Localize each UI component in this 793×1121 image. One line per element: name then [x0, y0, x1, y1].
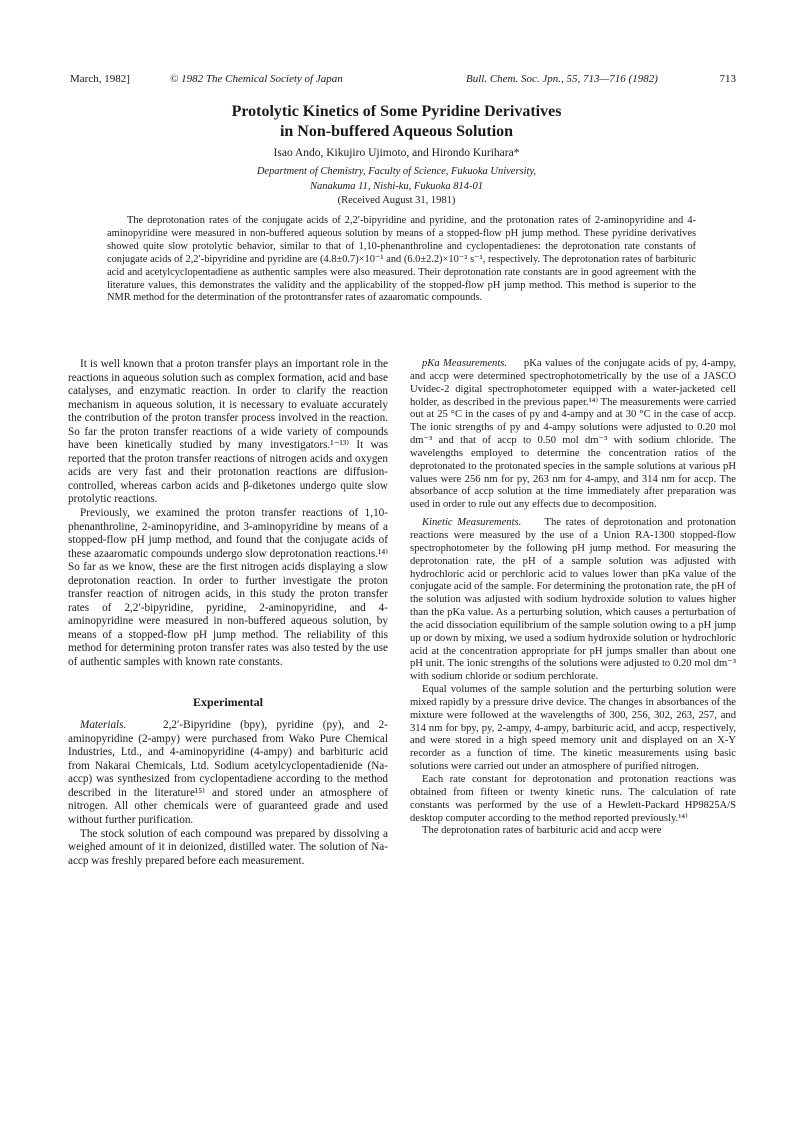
abstract: The deprotonation rates of the conjugate acids of 2,2′-bipyridine and pyridine, and the protonation rates of 2-aminopyridine and 4-aminopyridine were measured in non-buffered aqueous solution by means of a stopped-flow pH jump method. These pyridine derivatives showed quite slow protolytic behavior, similar to that of 1,10-phenanthroline and cyclopentadienes: the deprotonation rate constants of conjugate acids of 2,2′-bipyridine and pyridine are (4.8±0.7)×10⁻¹ and (6.0±2.2)×10⁻² s⁻¹, respectively. The deprotonation rates of barbituric acid and acetylcyclopentadiene as authentic samples were also measured. Their deprotonation rate constants are in good agreement with the literature values, this demonstrates the validity and the applicability of the stopped-flow pH jump method. This method is superior to the NMR method for the determination of the protontransfer rates of azaaromatic compounds. [107, 215, 696, 304]
left-column [68, 358, 388, 868]
article-title [0, 102, 793, 142]
kinetic-label: Kinetic Measurements. [422, 517, 522, 529]
stock-paragraph: The stock solution of each compound was prepared by dissolving a weighed amount of it in deionized, distilled water. The solution of Na-accp was freshly prepared before each measurement. [68, 827, 388, 867]
title-line-1: Protolytic Kinetics of Some Pyridine Derivatives [231, 103, 562, 120]
pka-label: pKa Measurements. [422, 358, 508, 369]
section-heading-experimental: Experimental [193, 694, 263, 709]
kinetic-paragraph [410, 517, 736, 684]
rate-constant-paragraph: Each rate constant for deprotonation and protonation reactions was obtained from fifteen or twenty kinetic runs. The calculation of rate constants was performed by the use of a Hewlett-Packard HP9825A/S desktop computer according to the method reported previously.¹⁴⁾ [410, 774, 736, 824]
right-column [410, 358, 736, 838]
running-header [70, 73, 736, 87]
pka-text: pKa values of the conjugate acids of py, 4-ampy, and accp were determined spectrophotometrically by the use of a JASCO Uvidec-2 digital spectrophotometer equipped with a water-jacketed cell holder, as described in the previous paper.¹⁴⁾ The measurements were carried out at 25 °C in the cases of py and 4-ampy and at 30 °C in the case of accp. The ionic strengths of py and 4-ampy solutions were adjusted to 0.20 mol dm⁻³ and that of accp to 0.50 mol dm⁻³ with sodium chloride. The wavelengths employed to determine the concentration ratios of the deprotonated to the protonated species in the sample solutions at various pH values were 256 nm for py, 263 nm for 4-ampy, and 314 nm for accp. The absorbance of accp solution at the time immediately after preparation was used in order to rule out any effects due to decomposition. [410, 358, 736, 511]
journal-citation: Bull. Chem. Soc. Jpn., 55, 713—716 (1982) [466, 73, 658, 85]
deprotonation-paragraph: The deprotonation rates of barbituric acid and accp were [422, 825, 662, 837]
affiliation [0, 165, 793, 194]
mixing-paragraph: Equal volumes of the sample solution and the perturbing solution were mixed rapidly by a pressure drive device. The changes in absorbances of the mixture were followed at the wavelengths of 300, 256, 302, 263, 257, and 314 nm for bpy, py, 2-ampy, 4-ampy, barbituric acid, and accp, respectively, and were stored in a high speed memory unit and displayed on an X-Y recorder as a function of time. The kinetic measurements using basic solutions were carried out under an atmosphere of purified nitrogen. [410, 684, 736, 773]
materials-text: 2,2′-Bipyridine (bpy), pyridine (py), and 2-aminopyridine (2-ampy) were purchased from Wako Pure Chemical Industries, Ltd., and 4-aminopyridine (4-ampy) and barbituric acid from Nakarai Chemicals, Ltd. Sodium acetylcyclopentadienide (Na-accp) was synthesized from cyclopentadiene according to the method described in the literature¹⁵⁾ and stored under an atmosphere of nitrogen. All other chemicals were of guaranteed grade and used without further purification. [68, 719, 389, 826]
authors: Isao Ando, Kikujiro Ujimoto, and Hirondo Kurihara* [273, 147, 520, 159]
received-date: (Received August 31, 1981) [337, 195, 456, 206]
materials-label: Materials. [80, 719, 127, 732]
affiliation-line-2: Nanakuma 11, Nishi-ku, Fukuoka 814-01 [309, 180, 484, 192]
pka-paragraph [410, 358, 736, 512]
affiliation-line-1: Department of Chemistry, Faculty of Science, Fukuoka University, [256, 166, 537, 177]
intro-paragraph-1: It is well known that a proton transfer plays an important role in the reactions in aqueous solution such as complex formation, acid and base catalyses, and enzymatic reaction. In order to clarify the reaction mechanism in aqueous solution, it is necessary to evaluate accurately the contribution of the proton transfer process involved in the reaction. So far the proton transfer reactions of a wide variety of compounds have been kinetically studied by many investigators.¹⁻¹³⁾ It was reported that the proton transfer reactions of nitrogen acids and oxygen acids are very fast and their protonation reactions are diffusion-controlled, whereas carbon acids and β-diketones undergo quite slow protolytic reactions. [68, 358, 388, 506]
materials-paragraph [68, 719, 388, 827]
title-line-2: in Non-buffered Aqueous Solution [279, 123, 514, 140]
kinetic-text: The rates of deprotonation and protonation reactions were measured by the use of a Union RA-1300 stopped-flow spectrophotometer by the following pH jump method. For measuring the deprotonation rate, the pH of a sample solution was adjusted with hydrochloric acid or perchloric acid to values lower than pKa value of the conjugate acid of the sample. For determining the protonation rate, the pH of the solution was adjusted with sodium hydroxide solution to values higher than the pKa value. As a perturbing solution, which causes a perturbation of the acid dissociation equilibrium of the sample solution owing to a pH jump up or down by mixing, we used a sodium hydroxide solution or hydrochloric acid at the concentration appropriate for pH jumps smaller than about one pH unit. The ionic strengths of the solutions were adjusted to 0.20 mol dm⁻³ with sodium chloride or sodium perchlorate. [410, 517, 736, 683]
intro-paragraph-2: Previously, we examined the proton transfer reactions of 1,10-phenanthroline, 2-aminopyridine, and 3-aminopyridine by means of a stopped-flow pH jump method, and found that the conjugate acids of these azaaromatic compounds undergo slow deprotonation reactions.¹⁴⁾ So far as we know, these are the first nitrogen acids displaying a slow deprotonation reaction. In order to further investigate the proton transfer reaction of nitrogen acids, in this study the proton transfer rates of 2,2′-bipyridine, pyridine, 2-aminopyridine, and 4-aminopyridine were measured in non-buffered aqueous solution, by means of a stopped-flow pH jump method. The reliability of this method for determining proton transfer rates was also tested by the use of authentic samples with known rate constants. [68, 507, 388, 669]
issue-date: March, 1982] [70, 73, 130, 85]
page-number: 713 [719, 73, 736, 85]
copyright: © 1982 The Chemical Society of Japan [170, 73, 343, 85]
